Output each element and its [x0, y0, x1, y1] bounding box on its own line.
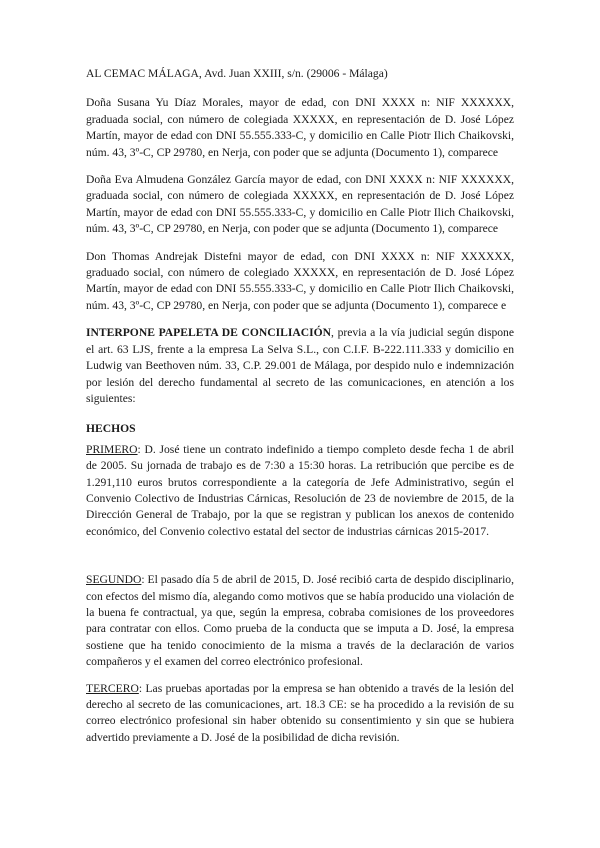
hecho-segundo [86, 572, 514, 670]
hecho-primero-label: PRIMERO [86, 442, 138, 456]
party-paragraph-3: Don Thomas Andrejak Distefni mayor de edad, con DNI XXXX n: NIF XXXXXX, graduado social, con número de colegiado XXXXX, en representación de D. José López Martín, mayor de edad con DNI 55.555.333-C, y domicilio en Calle Piotr Ilich Chaikovski, núm. 43, 3º-C, CP 29780, en Nerja, con poder que se adjunta (Documento 1), comparece e [86, 249, 514, 312]
hecho-segundo-label: SEGUNDO [86, 573, 142, 587]
party-paragraph-2: Doña Eva Almudena González García mayor de edad, con DNI XXXX n: NIF XXXXXX, graduada social, con número de colegiada XXXXX, en representación de D. José López Martín, mayor de edad con DNI 55.555.333-C, y domicilio en Calle Piotr Ilich Chaikovski, núm. 43, 3º-C, CP 29780, en Nerja, con poder que se adjunta (Documento 1), comparece [86, 173, 514, 236]
interpone-text: , previa a la vía judicial según dispone el art. 63 LJS, frente a la empresa La Selva S.L., con C.I.F. B-222.111.333 y domicilio en Ludwig van Beethoven núm. 33, C.P. 29.001 de Málaga, por despido nulo e indemnización por lesión del derecho fundamental al secreto de las comunicaciones, en atención a los siguientes: [86, 326, 515, 405]
party-paragraph-1: Doña Susana Yu Díaz Morales, mayor de edad, con DNI XXXX n: NIF XXXXXX, graduada social, con número de colegiada XXXXX, en representación de D. José López Martín, mayor de edad con DNI 55.555.333-C, y domicilio en Calle Piotr Ilich Chaikovski, núm. 43, 3º-C, CP 29780, en Nerja, con poder que se adjunta (Documento 1), comparece [86, 96, 514, 159]
hechos-title: HECHOS [86, 422, 136, 436]
hecho-segundo-text: : El pasado día 5 de abril de 2015, D. José recibió carta de despido disciplinario, con efectos del mismo día, alegando como motivos que se había producido una violación de la buena fe contractual, ya que, según la empresa, cobraba comisiones de los proveedores para contratar con ellos. Como prueba de la conducta que se imputa a D. José, la empresa sostiene que ha tenido conocimiento de la misma a través de la declaración de varios compañeros y el examen del correo electrónico profesional. [86, 573, 514, 669]
hecho-tercero-text: : Las pruebas aportadas por la empresa se han obtenido a través de la lesión del derecho al secreto de las comunicaciones, art. 18.3 CE: se ha procedido a la revisión de su correo electrónico profesional sin haber obtenido su consentimiento y sin que se hubiera advertido previamente a D. José de la posibilidad de dicha revisión. [86, 681, 514, 744]
interpone-paragraph [86, 325, 514, 407]
hecho-primero-text: : D. José tiene un contrato indefinido a tiempo completo desde fecha 1 de abril de 2005. Su jornada de trabajo es de 7:30 a 15:30 horas. La retribución que percibe es de 1.291,110 euros brutos correspondiente a la categoría de Jefe Administrativo, según el Convenio Colectivo de Industrias Cárnicas, Resolución de 23 de noviembre de 2015, de la Dirección General de Trabajo, por la que se registran y publican los anexos de contenido económico, del Convenio colectivo estatal del sector de industrias cárnicas 2015-2017. [86, 442, 514, 538]
hecho-tercero-label: TERCERO [86, 681, 139, 695]
blank-space [86, 540, 514, 572]
hecho-primero [86, 442, 514, 540]
interpone-heading: INTERPONE PAPELETA DE CONCILIACIÓN [86, 326, 332, 340]
document-body [86, 66, 514, 757]
hecho-tercero [86, 681, 514, 747]
recipient-address: AL CEMAC MÁLAGA, Avd. Juan XXIII, s/n. (29006 - Málaga) [86, 67, 388, 80]
